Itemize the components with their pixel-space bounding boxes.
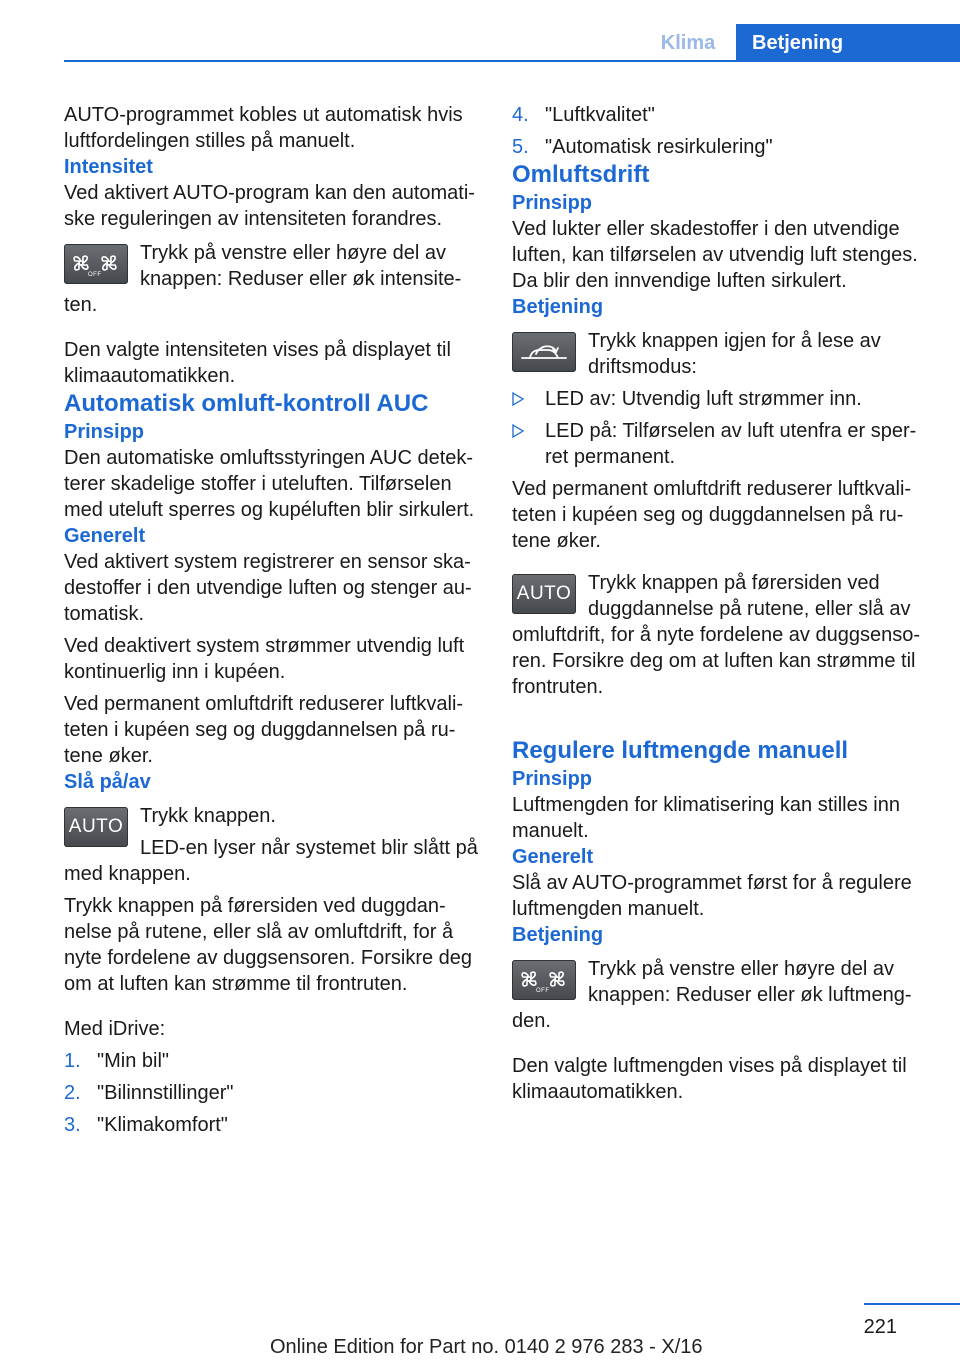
recirculation-button-icon xyxy=(512,332,576,372)
bullet-list xyxy=(512,386,927,470)
step-list xyxy=(64,1048,479,1138)
subheading-betjening: Betjening xyxy=(512,924,604,946)
icon-description: Trykk knappen. xyxy=(140,805,276,827)
step-text: "Klimakomfort" xyxy=(97,1114,228,1136)
step-text: "Bilinnstillinger" xyxy=(97,1082,234,1104)
left-column xyxy=(64,102,479,1138)
heading-omluftsdrift: Omluftsdrift xyxy=(512,161,650,188)
list-item xyxy=(512,418,927,470)
subheading-generelt: Generelt xyxy=(64,525,146,547)
paragraph: Ved aktivert AUTO-program kan den automatiske reguleringen av intensiteten forandres. xyxy=(64,182,475,230)
subheading-slaa-paa-av: Slå på/av xyxy=(64,771,151,793)
paragraph: Ved aktivert system registrerer en sensor skadestoffer i den utvendige luften og stenger automatisk. xyxy=(64,551,472,625)
list-item xyxy=(512,102,927,128)
step-text: "Luftkvalitet" xyxy=(545,104,655,126)
step-number: 4. xyxy=(512,104,529,126)
footer-rule xyxy=(864,1303,960,1305)
paragraph: AUTO-programmet kobles ut automatisk hvis luftfordelingen stilles på manuelt. xyxy=(64,104,463,152)
paragraph: Ved lukter eller skadestoffer i den utvendige luften, kan tilførselen av utvendig luft stenges. Da blir den innvendige luften sirkulert. xyxy=(512,218,918,292)
heading-luftmengde: Regulere luftmengde manuell xyxy=(512,737,849,764)
icon-row xyxy=(512,328,927,380)
paragraph: Den valgte intensiteten vises på displayet til klimaautomatikken. xyxy=(64,339,451,387)
auto-button-icon: AUTO xyxy=(512,574,576,614)
step-text: "Min bil" xyxy=(97,1050,169,1072)
triangle-bullet-icon xyxy=(512,392,524,406)
icon-row xyxy=(512,956,927,1034)
icon-row xyxy=(512,570,927,700)
icon-description: Trykk på venstre eller høyre del av knappen: Reduser eller øk luftmengden. xyxy=(512,958,912,1032)
paragraph: Ved permanent omluftdrift reduserer luftkvaliteten i kupéen seg og duggdannelsen på rutene øker. xyxy=(64,693,464,767)
triangle-bullet-icon xyxy=(512,424,524,438)
subheading-betjening: Betjening xyxy=(512,296,604,318)
paragraph: Trykk knappen på førersiden ved duggdannelse på rutene, eller slå av omluftdrift, for å nyte fordelene av duggsensoren. Forsikre deg om at luften kan strømme til frontruten. xyxy=(64,895,473,995)
list-item xyxy=(64,1080,479,1106)
right-column xyxy=(512,102,927,1105)
step-list xyxy=(512,102,927,160)
paragraph: Ved deaktivert system strømmer utvendig luft kontinuerlig inn i kupéen. xyxy=(64,635,465,683)
paragraph: Med iDrive: xyxy=(64,1018,166,1040)
icon-description: Trykk knappen på førersiden ved duggdannelse på rutene, eller slå av omluftdrift, for å nyte fordelene av duggsensoren. Forsikre deg om at luften kan strømme til frontruten. xyxy=(512,572,921,698)
icon-description: Trykk knappen igjen for å lese av driftsmodus: xyxy=(588,330,881,378)
list-item xyxy=(64,1048,479,1074)
icon-description: LED-en lyser når systemet blir slått på med knappen. xyxy=(64,837,478,885)
paragraph: Luftmengden for klimatisering kan stilles inn manuelt. xyxy=(512,794,900,842)
step-text: "Automatisk resirkulering" xyxy=(545,136,773,158)
list-item xyxy=(64,1112,479,1138)
subheading-prinsipp: Prinsipp xyxy=(512,192,593,214)
auto-button-icon: AUTO xyxy=(64,807,128,847)
subheading-intensitet: Intensitet xyxy=(64,156,153,178)
fan-button-icon xyxy=(64,244,128,284)
header-rule xyxy=(64,60,960,62)
paragraph: Slå av AUTO-programmet først for å regulere luftmengden manuelt. xyxy=(512,872,912,920)
step-number: 3. xyxy=(64,1114,81,1136)
heading-auc: Automatisk omluft-kontroll AUC xyxy=(64,390,429,417)
page-number: 221 xyxy=(863,1316,897,1338)
step-number: 2. xyxy=(64,1082,81,1104)
icon-row xyxy=(64,803,479,887)
paragraph: Den automatiske omluftsstyringen AUC detekterer skadelige stoffer i uteluften. Tilførselen med uteluft sperres og kupéluften blir sirkulert. xyxy=(64,447,475,521)
edition-note: Online Edition for Part no. 0140 2 976 283 - X/16 xyxy=(270,1336,703,1358)
icon-description: Trykk på venstre eller høyre del av knappen: Reduser eller øk intensiteten. xyxy=(64,242,462,316)
list-item xyxy=(512,134,927,160)
list-item xyxy=(512,386,927,412)
step-number: 1. xyxy=(64,1050,81,1072)
fan-button-icon xyxy=(512,960,576,1000)
svg-text:OFF: OFF xyxy=(88,272,102,278)
bullet-text: LED på: Tilførselen av luft utenfra er sperret permanent. xyxy=(545,420,917,468)
icon-row xyxy=(64,240,479,318)
subheading-prinsipp: Prinsipp xyxy=(64,421,145,443)
svg-text:OFF: OFF xyxy=(536,988,550,994)
bullet-text: LED av: Utvendig luft strømmer inn. xyxy=(545,388,862,410)
tab-betjening[interactable]: Betjening xyxy=(736,24,960,60)
paragraph: Ved permanent omluftdrift reduserer luftkvaliteten i kupéen seg og duggdannelsen på rutene øker. xyxy=(512,478,912,552)
tab-klima[interactable]: Klima xyxy=(660,32,716,54)
subheading-generelt: Generelt xyxy=(512,846,594,868)
step-number: 5. xyxy=(512,136,529,158)
paragraph: Den valgte luftmengden vises på displayet til klimaautomatikken. xyxy=(512,1055,907,1103)
subheading-prinsipp: Prinsipp xyxy=(512,768,593,790)
